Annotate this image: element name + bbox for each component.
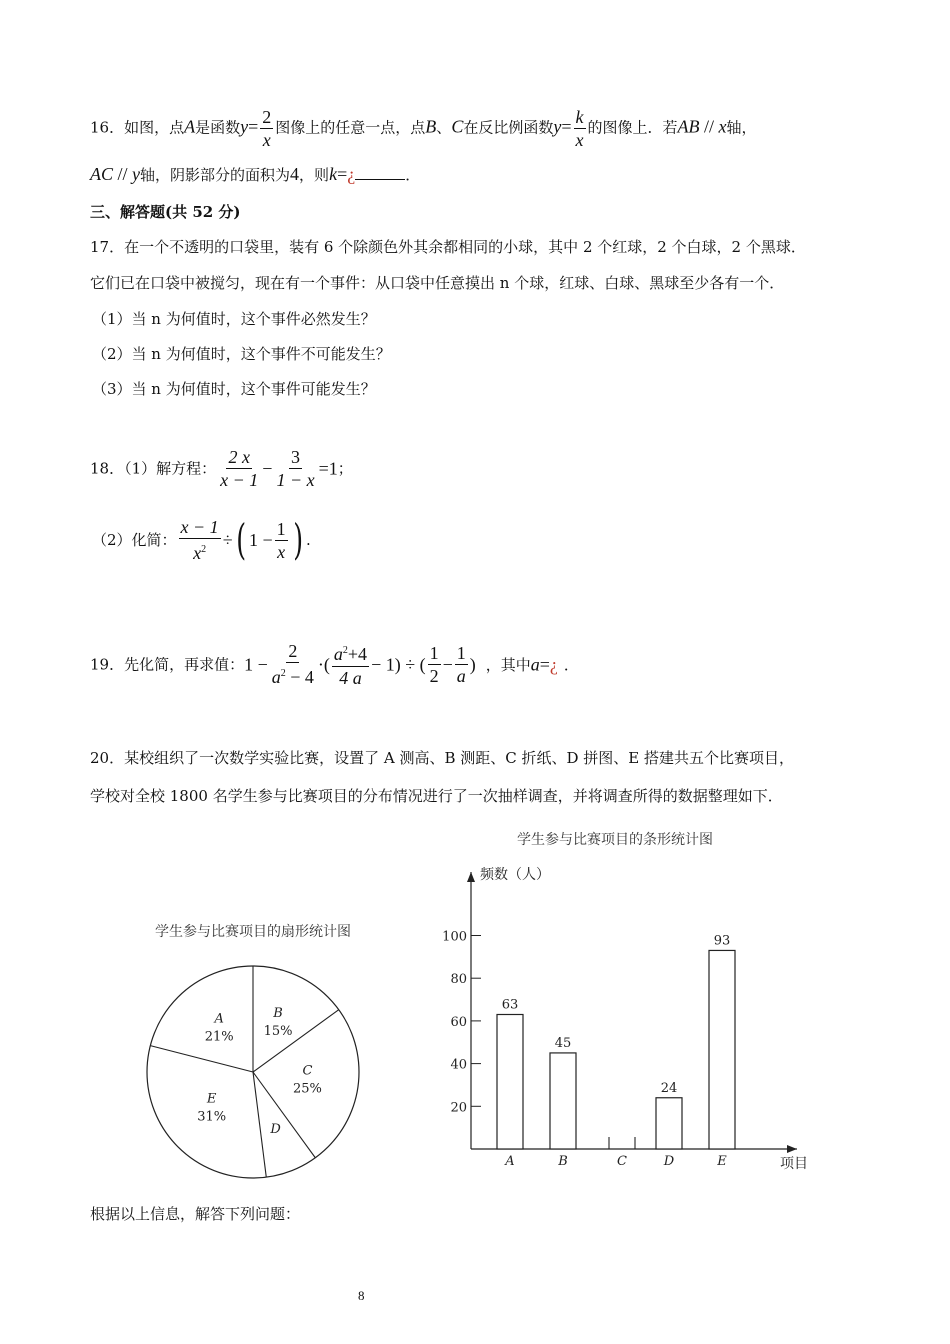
x-tick-label-B: B: [558, 1154, 568, 1169]
bar-marks: [497, 933, 735, 1169]
fraction-k-over-x: $\frac{k}{x}$: [575, 107, 584, 150]
pie-percent-A: 21%: [204, 1029, 234, 1045]
y-tick-label-80: 80: [450, 972, 467, 988]
bar-value-E: 93: [713, 933, 731, 949]
x-tick-label-D: D: [663, 1154, 675, 1169]
fraction-3-over-1-x: $\frac{3}{1 - x}$: [276, 447, 315, 490]
y-axis-arrow: [467, 872, 475, 882]
pie-percent-C: 25%: [292, 1081, 322, 1097]
q16-line2: AC // y轴，阴影部分的面积为4，则k=¿ ．: [90, 164, 421, 184]
pie-slice-C: [253, 1010, 339, 1072]
bar-B: [550, 1053, 576, 1149]
pie-label-C: C: [302, 1063, 313, 1079]
q18-part1: 18．（1）解方程： $\frac{2 x}{x - 1}$ − $\frac{3}{1 - x}$ =1；: [90, 447, 353, 490]
pie-slices: [147, 966, 359, 1178]
q19: 19．先化简，再求值：1 − $\frac{2}{a^2 - 4}$ ·( $\frac{a^2+4}{4 a}$ − 1) ÷ ( $\frac{1}{2}$ − $\frac{1}{a}$ ) ，其中a=¿ ．: [90, 641, 579, 688]
fraction-a2-4-over-4a: $\frac{a^2+4}{4 a}$: [332, 640, 369, 689]
q17-sub3: （3）当 n 为何值时，这个事件可能发生？: [92, 380, 376, 398]
x-tick-label-E: E: [717, 1154, 727, 1169]
y-tick-label-100: 100: [442, 929, 467, 945]
bar-A: [497, 1014, 523, 1149]
q17-line2: 它们已在口袋中被搅匀，现在有一个事件：从口袋中任意摸出 n 个球，红球、白球、黑球至少各有一个．: [90, 274, 785, 292]
y-axis-label: 频数（人）: [480, 867, 550, 883]
pie-label-B: B: [273, 1005, 283, 1021]
pie-slice-A: [150, 1046, 253, 1072]
q16-line1: 16．如图，点A是函数y= $\frac{2}{x}$ 图像上的任意一点，点B、C在反比例函数y= $\frac{k}{x}$ 的图像上．若AB // x轴，: [90, 107, 757, 150]
fraction-1-over-2: $\frac{1}{2}$: [429, 643, 439, 686]
fraction-2-over-x: $\frac{2}{x}$: [262, 107, 272, 150]
page-number: 8: [358, 1288, 365, 1303]
right-paren: ): [292, 515, 303, 564]
q20-after: 根据以上信息，解答下列问题：: [90, 1205, 301, 1223]
x-axis-arrow: [787, 1145, 797, 1153]
bar-title: 学生参与比赛项目的条形统计图: [517, 832, 713, 848]
bar-value-A: 63: [501, 997, 519, 1013]
y-tick-label-60: 60: [450, 1014, 467, 1030]
pie-label-D: D: [270, 1122, 281, 1138]
left-paren: (: [235, 515, 246, 564]
pie-percent-B: 15%: [263, 1023, 293, 1039]
q20-line1: 20．某校组织了一次数学实验比赛，设置了 A 测高、B 测距、C 折纸、D 拼图、E 搭建共五个比赛项目，: [90, 749, 795, 767]
answer-blank: [355, 165, 405, 180]
bar-value-B: 45: [554, 1035, 572, 1051]
pie-title: 学生参与比赛项目的扇形统计图: [155, 924, 351, 940]
pie-label-A: A: [214, 1011, 224, 1027]
fraction-2x-over-x-1: $\frac{2 x}{x - 1}$: [220, 447, 259, 490]
q17-sub1: （1）当 n 为何值时，这个事件必然发生？: [92, 310, 376, 328]
fraction-x-1-over-x2: $\frac{x - 1}{x^2}$: [180, 517, 219, 563]
section-title: 三、解答题(共 52 分): [90, 203, 241, 221]
y-tick-label-40: 40: [450, 1057, 467, 1073]
y-tick-label-20: 20: [450, 1100, 467, 1116]
pie-chart: [130, 910, 380, 1185]
x-tick-label-C: C: [617, 1154, 627, 1169]
bar-E: [709, 950, 735, 1149]
q18-part2: （2）化简： $\frac{x - 1}{x^2}$ ÷( 1 − $\frac{1}{x}$ ) .: [92, 515, 311, 564]
fraction-2-over-a2-4: $\frac{2}{a^2 - 4}$: [271, 641, 314, 687]
x-axis-label: 项目: [780, 1156, 808, 1172]
bar-axes: [442, 872, 797, 1153]
fraction-1-over-a: $\frac{1}{a}$: [456, 643, 466, 686]
q17-sub2: （2）当 n 为何值时，这个事件不可能发生？: [92, 345, 391, 363]
q20-line2: 学校对全校 1800 名学生参与比赛项目的分布情况进行了一次抽样调查，并将调查所得的数据整理如下．: [90, 787, 783, 805]
q17-line1: 17．在一个不透明的口袋里，装有 6 个除颜色外其余都相同的小球，其中 2 个红球，2 个白球，2 个黑球．: [90, 238, 806, 256]
bar-value-D: 24: [660, 1080, 678, 1096]
pie-label-E: E: [206, 1091, 217, 1107]
bar-chart: [425, 820, 825, 1180]
bar-D: [656, 1098, 682, 1149]
pie-percent-E: 31%: [197, 1109, 227, 1125]
fraction-1-over-x: $\frac{1}{x}$: [276, 518, 286, 562]
x-tick-label-A: A: [505, 1154, 515, 1169]
